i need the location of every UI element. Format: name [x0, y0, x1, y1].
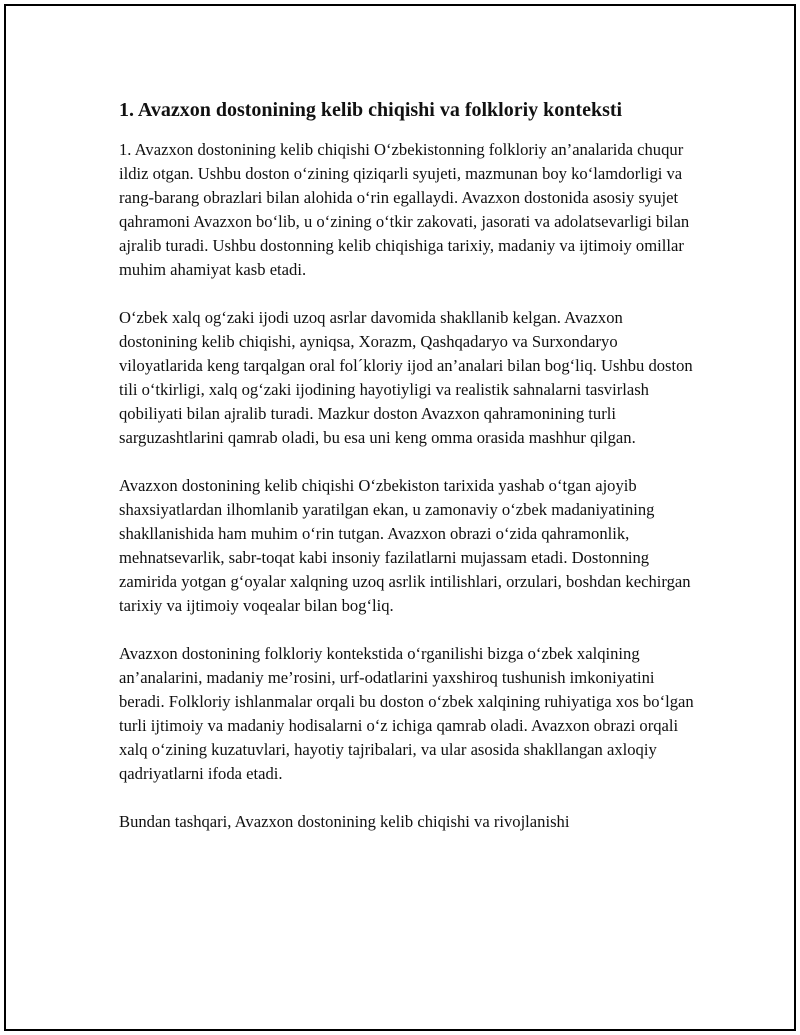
section-heading: 1. Avazxon dostonining kelib chiqishi va folkloriy konteksti: [119, 99, 623, 121]
paragraph-1: 1. Avazxon dostonining kelib chiqishi O‘zbekistonning folkloriy an’analarida chuqur ildiz otgan. Ushbu doston o‘zining qiziqarli syujeti, mazmunan boy ko‘lamdorligi va rang-barang obrazlari bilan alohida o‘rin egallaydi. Avazxon dostonida asosiy syujet qahramoni Avazxon bo‘lib, u o‘zining o‘tkir zakovati, jasorati va adolatsevarligi bilan ajralib turadi. Ushbu dostonning kelib chiqishiga tarixiy, madaniy va ijtimoiy omillar muhim ahamiyat kasb etadi.: [119, 140, 690, 279]
document-page: [4, 4, 796, 1031]
paragraph-2: O‘zbek xalq og‘zaki ijodi uzoq asrlar davomida shakllanib kelgan. Avazxon dostonining kelib chiqishi, ayniqsa, Xorazm, Qashqadaryo va Surxondaryo viloyatlarida keng tarqalgan oral folˊkloriy ijod an’analari bilan bog‘liq. Ushbu doston tili o‘tkirligi, xalq og‘zaki ijodining hayotiyligi va realistik sahnalarni tasvirlash qobiliyati bilan ajralib turadi. Mazkur doston Avazxon qahramonining turli sarguzashtlarini qamrab oladi, bu esa uni keng omma orasida mashhur qilgan.: [119, 308, 693, 447]
document-body: [119, 96, 699, 858]
paragraph-4: Avazxon dostonining folkloriy kontekstida o‘rganilishi bizga o‘zbek xalqining an’analarini, madaniy me’rosini, urf-odatlarini yaxshiroq tushunish imkoniyatini beradi. Folkloriy ishlanmalar orqali bu doston o‘zbek xalqining ruhiyatiga xos bo‘lgan turli ijtimoiy va madaniy hodisalarni o‘z ichiga qamrab oladi. Avazxon obrazi orqali xalq o‘zining kuzatuvlari, hayotiy tajribalari, va ular asosida shakllangan axloqiy qadriyatlarni ifoda etadi.: [119, 644, 694, 783]
paragraph-5: Bundan tashqari, Avazxon dostonining kelib chiqishi va rivojlanishi: [119, 812, 570, 831]
paragraph-3: Avazxon dostonining kelib chiqishi O‘zbekiston tarixida yashab o‘tgan ajoyib shaxsiyatlardan ilhomlanib yaratilgan ekan, u zamonaviy o‘zbek madaniyatining shakllanishida ham muhim o‘rin tutgan. Avazxon obrazi o‘zida qahramonlik, mehnatsevarlik, sabr-toqat kabi insoniy fazilatlarni mujassam etadi. Dostonning zamirida yotgan g‘oyalar xalqning uzoq asrlik intilishlari, orzulari, boshdan kechirgan tarixiy va ijtimoiy voqealar bilan bog‘liq.: [119, 476, 691, 615]
